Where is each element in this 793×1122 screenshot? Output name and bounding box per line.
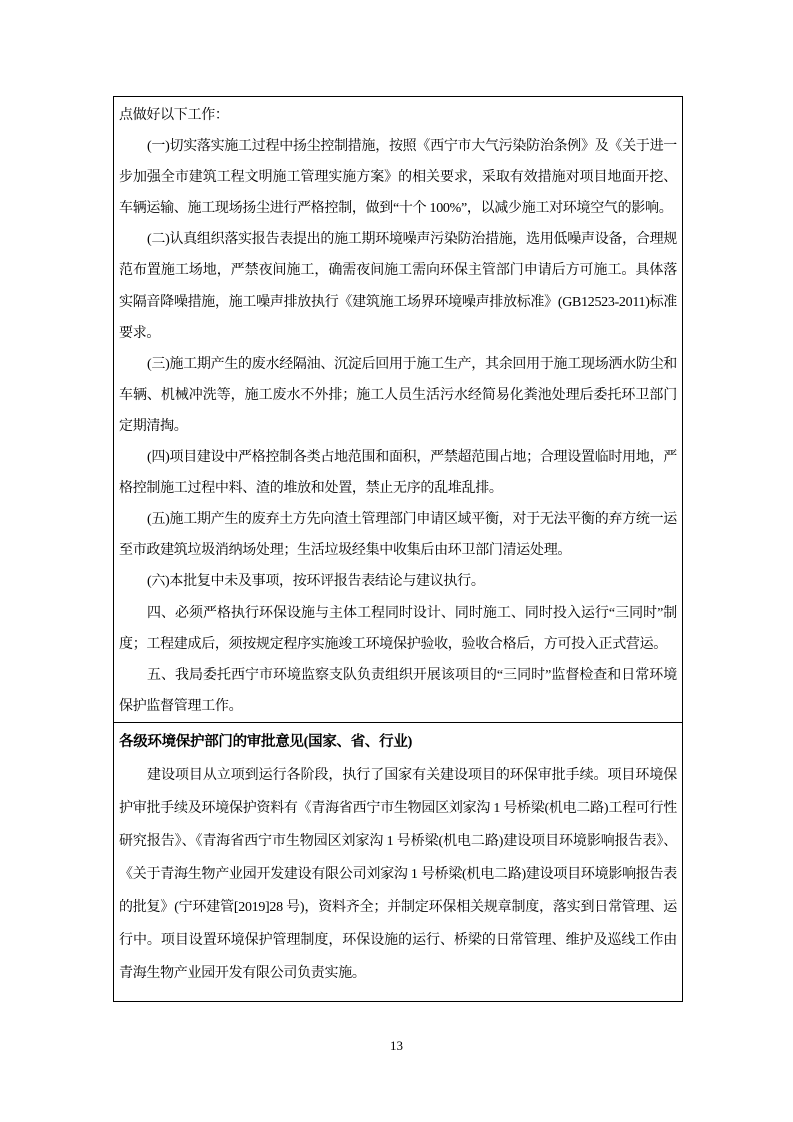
approval-item-4: (四)项目建设中严格控制各类占地范围和面积，严禁超范围占地；合理设置临时用地，严格控制施工过程中料、渣的堆放和处置，禁止无序的乱堆乱排。 bbox=[119, 450, 677, 497]
dept-opinions-cell bbox=[114, 723, 682, 1001]
approval-clause-4: 四、必须严格执行环保设施与主体工程同时设计、同时施工、同时投入运行“三同时”制度；工程建成后，须按规定程序实施竣工环境保护验收，验收合格后，方可投入正式营运。 bbox=[119, 605, 677, 652]
approval-item-2: (二)认真组织落实报告表提出的施工期环境噪声污染防治措施，选用低噪声设备，合理规范布置施工场地，严禁夜间施工，确需夜间施工需向环保主管部门申请后方可施工。具体落实隔音降噪措施，施工噪声排放执行《建筑施工场界环境噪声排放标准》(GB12523-2011)标准要求。 bbox=[119, 232, 677, 341]
intro-continuation-line: 点做好以下工作： bbox=[119, 108, 229, 123]
approval-item-5: (五)施工期产生的废弃土方先向渣土管理部门申请区域平衡，对于无法平衡的弃方统一运至市政建筑垃圾消纳场处理；生活垃圾经集中收集后由环卫部门清运处理。 bbox=[119, 512, 677, 559]
opinions-paragraph: 建设项目从立项到运行各阶段，执行了国家有关建设项目的环保审批手续。项目环境保护审批手续及环境保护资料有《青海省西宁市生物园区刘家沟 1 号桥梁(机电二路)工程可行性研究报告》、《青海省西宁市生物园区刘家沟 1 号桥梁(机电二路)建设项目环境影响报告表》、《关于青海生物产业园开发建设有限公司刘家沟 1 号桥梁(机电二路)建设项目环境影响报告表的批复》(宁环建管[2019]28 号)，资料齐全；并制定环保相关规章制度，落实到日常管理、运行中。项目设置环境保护管理制度，环保设施的运行、桥梁的日常管理、维护及巡线工作由青海生物产业园开发有限公司负责实施。 bbox=[119, 768, 677, 981]
approval-item-3: (三)施工期产生的废水经隔油、沉淀后回用于施工生产，其余回用于施工现场洒水防尘和车辆、机械冲洗等，施工废水不外排；施工人员生活污水经简易化粪池处理后委托环卫部门定期清掏。 bbox=[119, 356, 677, 434]
approval-clause-5: 五、我局委托西宁市环境监察支队负责组织开展该项目的“三同时”监督检查和日常环境保护监督管理工作。 bbox=[119, 667, 677, 714]
opinions-section-heading: 各级环境保护部门的审批意见(国家、省、行业) bbox=[119, 734, 413, 750]
approval-requirements-cell bbox=[114, 97, 682, 723]
approval-document-table bbox=[113, 96, 683, 1002]
approval-item-1: (一)切实落实施工过程中扬尘控制措施，按照《西宁市大气污染防治条例》及《关于进一步加强全市建筑工程文明施工管理实施方案》的相关要求，采取有效措施对项目地面开挖、车辆运输、施工现场扬尘进行严格控制，做到“十个 100%”，以减少施工对环境空气的影响。 bbox=[119, 139, 677, 217]
page-number: 13 bbox=[390, 1038, 403, 1053]
approval-item-6: (六)本批复中未及事项，按环评报告表结论与建议执行。 bbox=[147, 574, 485, 590]
